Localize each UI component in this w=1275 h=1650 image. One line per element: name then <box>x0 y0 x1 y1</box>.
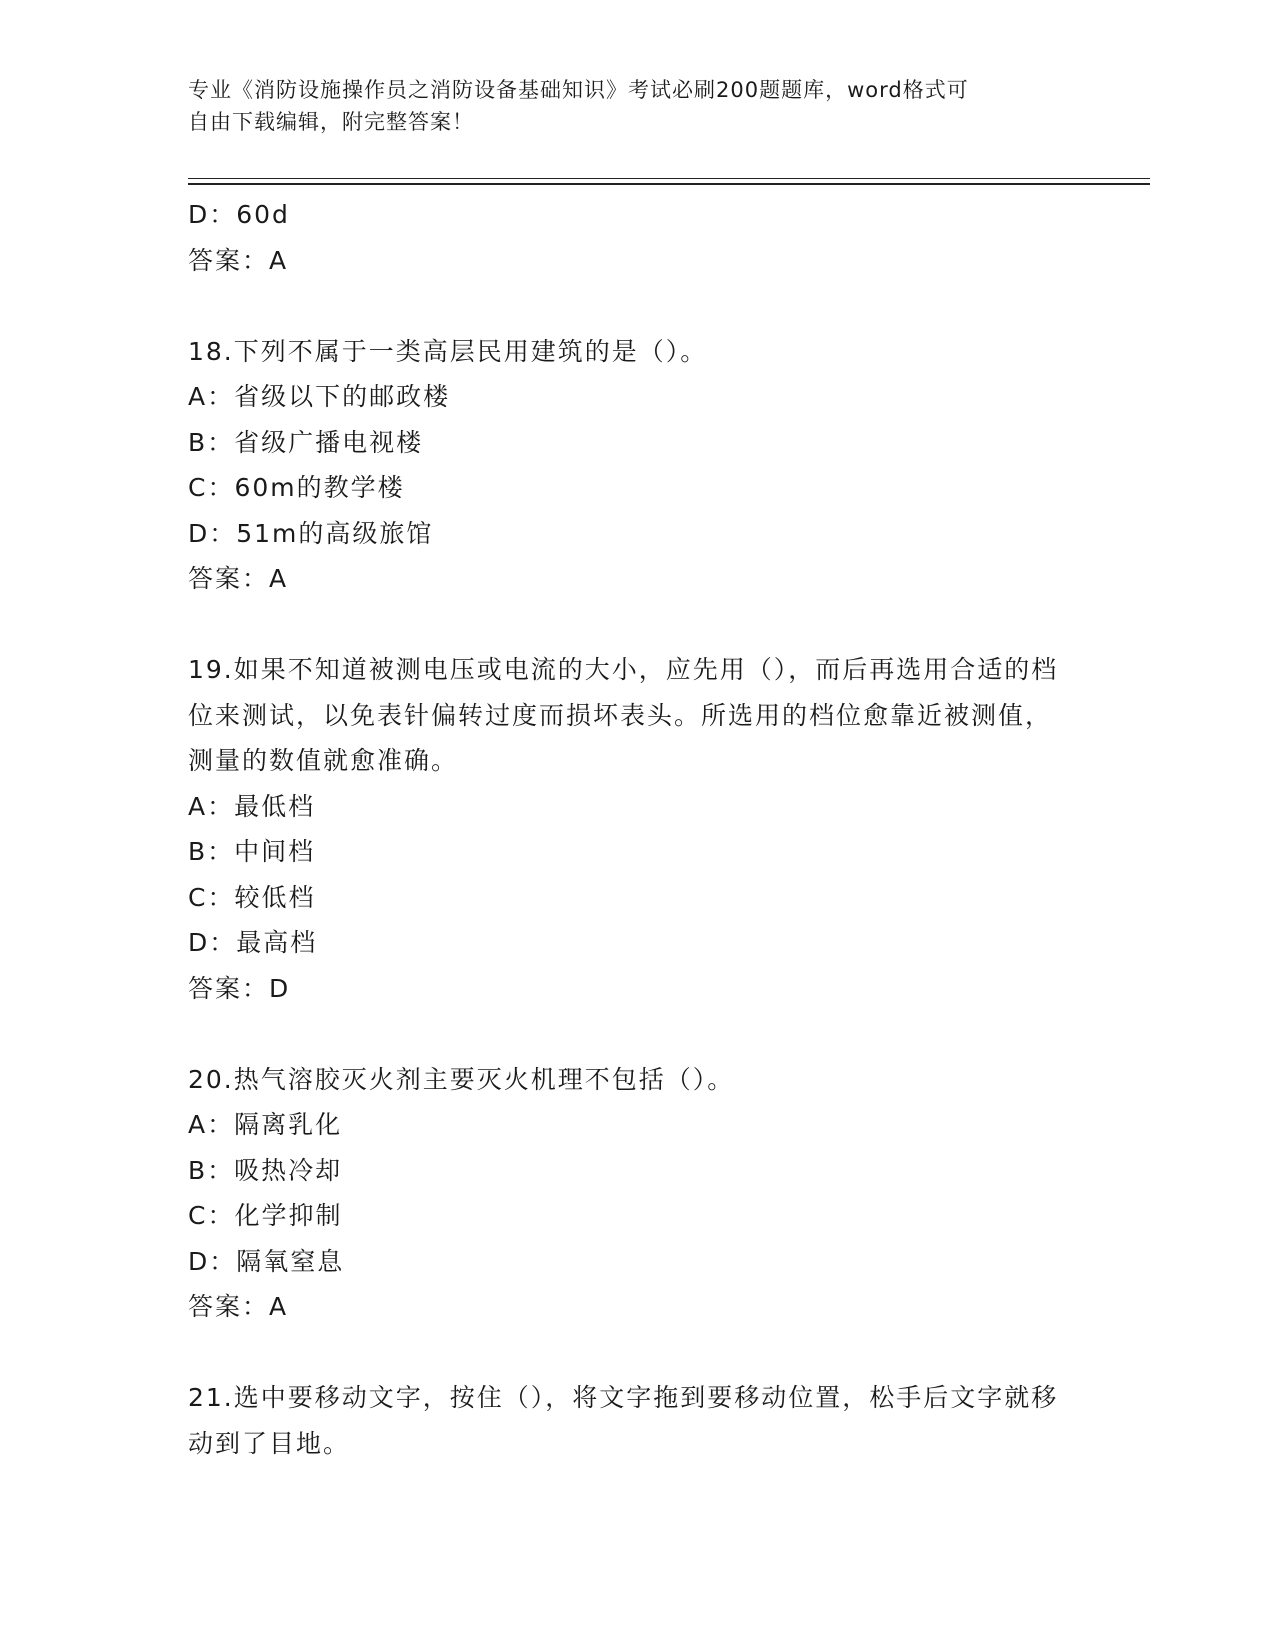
question-block-18 <box>188 329 1088 602</box>
spacer <box>188 1330 1088 1376</box>
question-block-21 <box>188 1375 1088 1466</box>
option-c: C：60m的教学楼 <box>188 473 405 502</box>
question-text: 18.下列不属于一类高层民用建筑的是（）。 <box>188 336 708 366</box>
answer-line: 答案：D <box>188 973 291 1003</box>
answer-line: 答案：A <box>188 245 289 275</box>
spacer <box>188 283 1088 329</box>
question-block-19 <box>188 647 1088 1011</box>
question-text: 21.选中要移动文字，按住（），将文字拖到要移动位置，松手后文字就移动到了目地。 <box>188 1383 1059 1458</box>
spacer <box>188 1011 1088 1057</box>
option-a: A：最低档 <box>188 791 316 821</box>
option-b: B：吸热冷却 <box>188 1155 343 1185</box>
answer-line: 答案：A <box>188 564 289 593</box>
question-text: 20.热气溶胶灭火剂主要灭火机理不包括（）。 <box>188 1064 735 1094</box>
question-text: 19.如果不知道被测电压或电流的大小，应先用（），而后再选用合适的档位来测试，以免表针偏转过度而损坏表头。所选用的档位愈靠近被测值，测量的数值就愈准确。 <box>188 655 1059 775</box>
option-b: B：中间档 <box>188 837 316 866</box>
answer-line: 答案：A <box>188 1292 289 1321</box>
option-d: D：60d <box>188 200 290 229</box>
question-block-20 <box>188 1057 1088 1330</box>
option-d: D：隔氧窒息 <box>188 1246 345 1276</box>
option-c: C：较低档 <box>188 882 316 912</box>
option-a: A：省级以下的邮政楼 <box>188 382 451 411</box>
option-c: C：化学抑制 <box>188 1201 343 1230</box>
option-d: D：最高档 <box>188 928 318 957</box>
question-content <box>188 192 1088 1466</box>
header-line-1: 专业《消防设施操作员之消防设备基础知识》考试必刷200题题库，word格式可 <box>188 78 969 102</box>
option-a: A：隔离乳化 <box>188 1110 343 1139</box>
document-header <box>188 74 1068 138</box>
option-b: B：省级广播电视楼 <box>188 427 424 457</box>
header-line-2: 自由下载编辑，附完整答案！ <box>188 110 474 134</box>
option-d: D：51m的高级旅馆 <box>188 518 434 548</box>
header-divider-thin <box>188 178 1150 179</box>
header-divider-thick <box>188 183 1150 185</box>
spacer <box>188 602 1088 648</box>
